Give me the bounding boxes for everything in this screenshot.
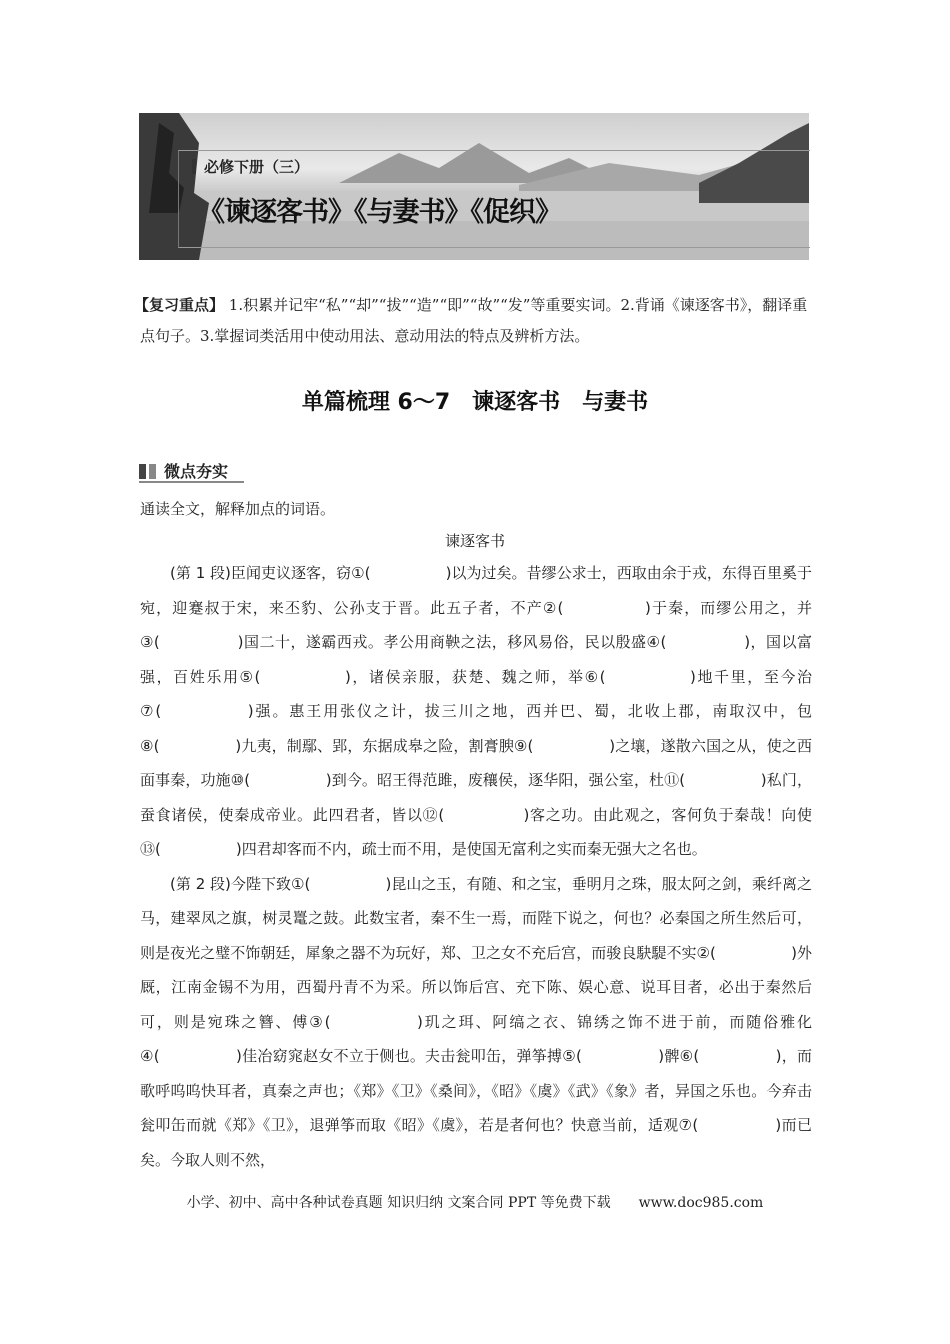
text-title: 谏逐客书 [444,532,505,550]
passage [140,556,812,1177]
review-text: 1.积累并记牢“私”“却”“拔”“造”“即”“故”“发”等重要实词。2.背诵《谏逐客书》，翻译重点句子。3.掌握词类活用中使动用法、意动用法的特点及辨析方法。 [140,296,808,345]
section-label [139,459,228,482]
banner-title: 《谏逐客书》《与妻书》《促织》 [198,197,561,228]
instruction: 通读全文，解释加点的词语。 [140,500,336,518]
paragraph-2: (第 2 段)今陛下致①( )昆山之玉，有随、和之宝，垂明月之珠，服太阿之剑，乘纤离之马，建翠凤之旗，树灵鼍之鼓。此数宝者，秦不生一焉，而陛下说之，何也？必秦国之所生然后可，则是夜光之璧不饰朝廷，犀象之器不为玩好，郑、卫之女不充后宫，而骏良駃騠不实②( )外厩，江南金锡不为用，西蜀丹青不为采。所以饰后宫、充下陈、娱心意、说耳目者，必出于秦然后可，则是宛珠之簪、傅③( )玑之珥、阿缟之衣、锦绣之饰不进于前，而随俗雅化④( )佳冶窈窕赵女不立于侧也。夫击瓮叩缶，弹筝搏⑤( )髀⑥( )，而歌呼呜呜快耳者，真秦之声也；《郑》《卫》《桑间》，《昭》《虞》《武》《象》者，异国之乐也。今弃击瓮叩缶而就《郑》《卫》，退弹筝而取《昭》《虞》，若是者何也？快意当前，适观⑦( )而已矣。今取人则不然， [140,874,812,1169]
review-key-points [134,290,820,352]
paragraph-1: (第 1 段)臣闻吏议逐客，窃①( )以为过矣。昔缪公求士，西取由余于戎，东得百里奚于宛，迎蹇叔于宋，来丕豹、公孙支于晋。此五子者，不产②( )于秦，而缪公用之，并③( )国二十，遂霸西戎。孝公用商鞅之法，移风易俗，民以殷盛④( )，国以富强，百姓乐用⑤( )，诸侯亲服，获楚、魏之师，举⑥( )地千里，至今治⑦( )强。惠王用张仪之计，拔三川之地，西并巴、蜀，北收上郡，南取汉中，包⑧( )九夷，制鄢、郢，东据成皋之险，割膏腴⑨( )之壤，遂散六国之从，使之西面事秦，功施⑩( )到今。昭王得范雎，废穰侯，逐华阳，强公室，杜⑪( )私门，蚕食诸侯，使秦成帝业。此四君者，皆以⑫( )客之功。由此观之，客何负于秦哉！向使⑬( )四君却客而不内，疏士而不用，是使国无富利之实而秦无强大之名也。 [140,564,812,858]
banner-subtitle: 必修下册（三） [192,156,309,177]
footer: 小学、初中、高中各种试卷真题 知识归纳 文案合同 PPT 等免费下载 www.doc985.com [186,1195,764,1211]
section-label-text: 微点夯实 [164,462,229,481]
review-label: 【复习重点】 [134,296,225,314]
section-title: 单篇梳理 6～7 谏逐客书 与妻书 [301,390,649,415]
